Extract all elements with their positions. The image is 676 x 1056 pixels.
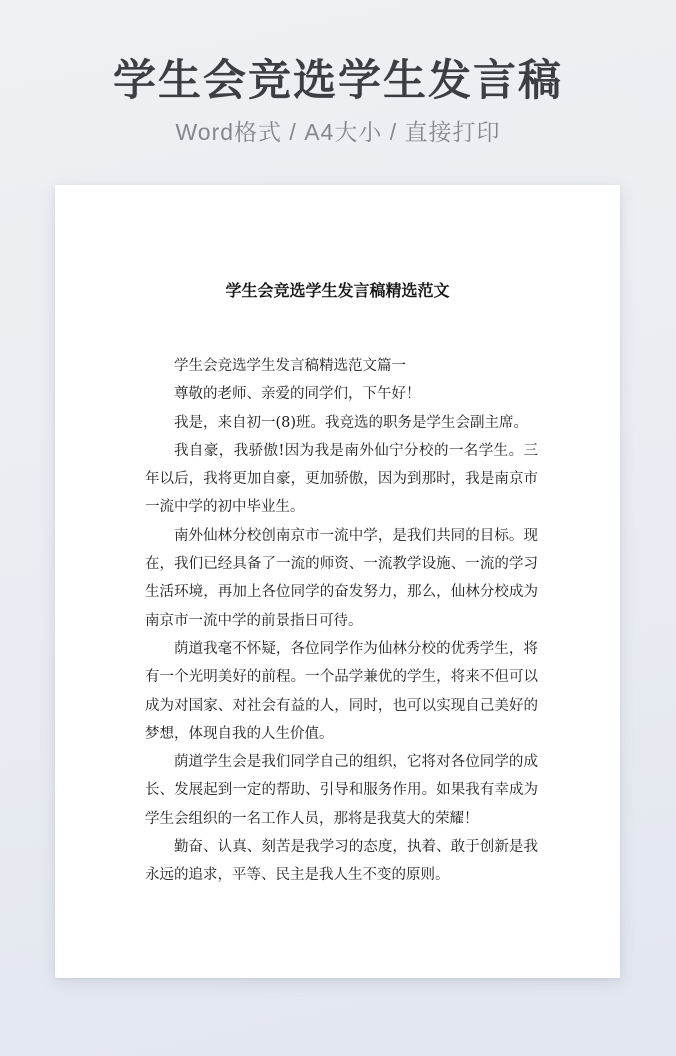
document-paragraph: 南外仙林分校创南京市一流中学，是我们共同的目标。现在，我们已经具备了一流的师资、一流教学设施、一流的学习生活环境，再加上各位同学的奋发努力，那么，仙林分校成为南京市一流中学的前景指日可待。 <box>145 527 538 629</box>
document-paragraph: 荫道我毫不怀疑，各位同学作为仙林分校的优秀学生，将有一个光明美好的前程。一个品学兼优的学生，将来不但可以成为对国家、对社会有益的人，同时，也可以实现自己美好的梦想，体现自我的人生价值。 <box>145 640 538 742</box>
document-body <box>145 352 538 890</box>
document-paragraph: 我是，来自初一(8)班。我竞选的职务是学生会副主席。 <box>174 414 529 431</box>
page-subtitle: Word格式 / A4大小 / 直接打印 <box>175 119 501 145</box>
document-paper-preview <box>55 185 620 978</box>
page-header <box>0 56 676 146</box>
document-paragraph: 勤奋、认真、刻苦是我学习的态度，执着、敢于创新是我永远的追求，平等、民主是我人生不变的原则。 <box>145 839 538 884</box>
document-paragraph: 我自豪，我骄傲!因为我是南外仙宁分校的一名学生。三年以后，我将更加自豪，更加骄傲，因为到那时，我是南京市一流中学的初中毕业生。 <box>145 442 538 516</box>
document-paragraph: 荫道学生会是我们同学自己的组织，它将对各位同学的成长、发展起到一定的帮助、引导和服务作用。如果我有幸成为学生会组织的一名工作人员，那将是我莫大的荣耀！ <box>145 754 538 827</box>
document-paragraph: 学生会竞选学生发言稿精选范文篇一 <box>174 358 406 374</box>
page-title: 学生会竞选学生发言稿 <box>113 57 563 105</box>
document-paragraph: 尊敬的老师、亲爱的同学们，下午好！ <box>174 386 421 403</box>
document-title: 学生会竞选学生发言稿精选范文 <box>225 283 450 300</box>
